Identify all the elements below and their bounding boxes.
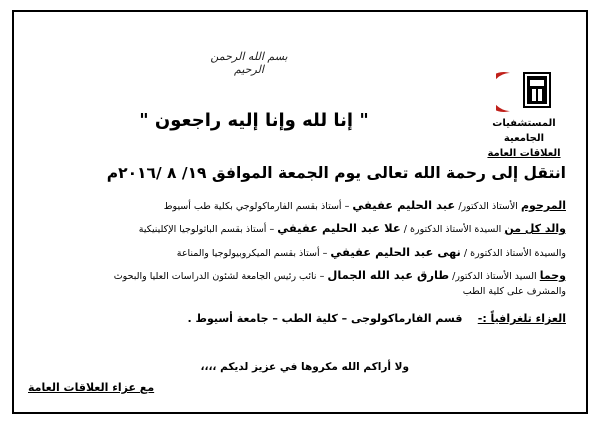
deceased-name: عبد الحليم عفيفي [352, 198, 456, 212]
inlaw-line [26, 268, 566, 284]
university-logo [496, 67, 556, 115]
condolences-line [26, 312, 566, 325]
org-name: المستشفيات الجامعية [492, 118, 556, 144]
deceased-role: – أستاذ بقسم الفارماكولوجي بكلية طب أسيوط [163, 201, 350, 212]
father-of-line [26, 221, 566, 237]
father-of-label: والد كل من [504, 222, 566, 235]
inlaw-role2-line [26, 285, 566, 299]
deceased-line [26, 198, 566, 214]
inlaw-name: طارق عبد الله الجمال [327, 268, 450, 282]
inlaw-role2: والمشرف على كلية الطب [462, 286, 566, 297]
inlaw-title: السيد الأستاذ الدكتور/ [452, 271, 537, 282]
signature: مع عزاء العلاقات العامة [28, 381, 155, 394]
inlaw-role: – نائب رئيس الجامعة لشئون الدراسات العليا والبحوث [113, 271, 325, 282]
deceased-label: المرحوم [520, 199, 566, 212]
inlaw-label: وحما [539, 269, 566, 282]
daughter2-name: نهى عبد الحليم عفيفي [330, 245, 461, 259]
death-headline: انتقل إلى رحمة الله تعالى يوم الجمعة الموافق ١٩/ ٨ /٢٠١٦م [106, 164, 566, 182]
daughter2-title: والسيدة الأستاذ الدكتورة / [463, 248, 566, 259]
condolences-text: قسم الفارماكولوجى – كلية الطب – جامعة أسيوط . [187, 312, 463, 325]
closing-phrase: ولا أراكم الله مكروها في عزيز لديكم ،،،، [200, 361, 409, 373]
daughter2-role: – أستاذ بقسم الميكروبيولوجيا والمناعة [176, 248, 328, 259]
daughter1-name: علا عبد الحليم عفيفي [277, 221, 401, 235]
condolences-label: العزاء تلغرافياً :- [477, 312, 566, 325]
announcement-frame [12, 10, 588, 414]
quran-verse: " إنا لله وإنا إليه راجعون " [139, 110, 369, 131]
deceased-title: الأستاذ الدكتور/ [458, 201, 518, 212]
org-block [476, 116, 572, 161]
daughter2-line [26, 245, 566, 261]
org-dept: العلاقات العامة [487, 148, 561, 159]
daughter1-title: السيدة الأستاذ الدكتورة / [403, 224, 502, 235]
basmala: بسم الله الرحمن الرحيم [210, 50, 288, 76]
daughter1-role: – أستاذ بقسم الباثولوجيا الإكلينيكية [138, 224, 275, 235]
